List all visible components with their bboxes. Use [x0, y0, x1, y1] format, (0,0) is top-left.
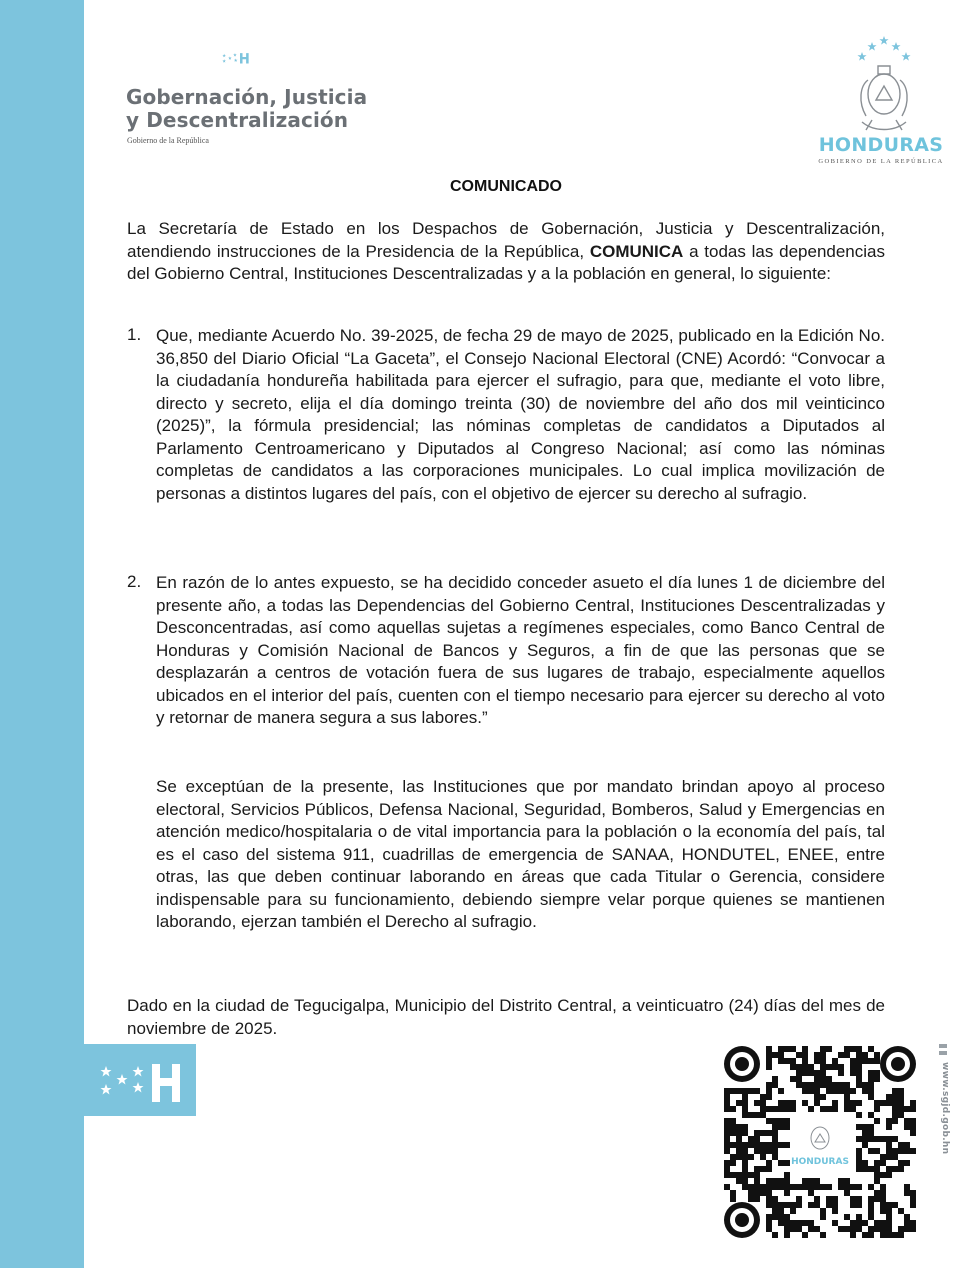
list-item-extra-paragraph: Se exceptúan de la presente, las Instituciones que por mandato brindan apoyo al proceso electoral, Servicios Públicos, Defensa Nacional, Seguridad, Bomberos, Salud y Emergencias en atención medico/hospitalaria o de vital importancia para la población o la economía del país, tal es el caso del sistema 911, cuadrillas de emergencia de SANAA, HONDUTEL, ENEE, entre otras, las que deben continuar laborando en áreas que cada Titular o Gerencia, considere indispensable para su funcionamiento, debiendo siempre velar porque quienes se mantienen laborando, ejerzan también el Derecho al sufragio. [156, 777, 885, 931]
intro-rest: a todas las dependencias del Gobierno Central, Instituciones Descentralizadas y a la población en general, lo siguiente: [127, 241, 885, 283]
url-marker [939, 1051, 947, 1055]
footer-address [98, 1158, 332, 1205]
qr-center-label: HONDURAS [791, 1157, 849, 1167]
government-h-logo-icon [96, 1056, 192, 1108]
honduras-wordmark: HONDURAS [818, 134, 944, 156]
vertical-website: www.sgjd.gob.hn [940, 1062, 950, 1155]
ministry-name-line1: Gobernación, Justicia [126, 85, 368, 109]
ministry-name-line2: y Descentralización [126, 108, 349, 132]
footer-address-line1: Centro Cívico Gubernamental, Torre 2 [98, 1159, 332, 1172]
list-item-number: 2. [127, 572, 142, 591]
closing-paragraph: Dado en la ciudad de Tegucigalpa, Municipio del Distrito Central, a veinticuatro (24) días del mes de noviembre de 2025. [127, 996, 885, 1038]
ministry-star-h-logo-icon [126, 52, 426, 88]
footer-address-line2: Tegucigalpa M.D.C., Honduras. [98, 1174, 289, 1188]
honduras-subtitle: GOBIERNO DE LA REPÚBLICA [818, 158, 944, 165]
intro-paragraph [127, 218, 885, 286]
ministry-name [126, 86, 367, 132]
list-item-text: Que, mediante Acuerdo No. 39-2025, de fecha 29 de mayo de 2025, publicado en la Edición No. 36,850 del Diario Oficial “La Gaceta”, el Consejo Nacional Electoral (CNE) Acordó: “Convocar a la ciudadanía hondureña habilitada para ejercer el sufragio, para que, mediante el voto libre, directo y secreto, elija el día domingo treinta (30) de noviembre del año dos mil veinticinco (2025)”, la fórmula presidencial; las nóminas completas de candidatos a Diputados al Parlamento Centroamericano y Diputados al Congreso Nacional; así como las nóminas completas de candidatos a las corporaciones municipales. Lo cual implica movilización de personas a distintos lugares del país, con el objetivo de ejercer su derecho al sufragio. [156, 326, 885, 503]
intro-lead: La Secretaría de Estado en los Despachos de Gobernación, Justicia y Descentralización, atendiendo instrucciones de la Presidencia de la República, [127, 219, 885, 261]
url-marker [939, 1044, 947, 1048]
coat-of-arms-icon [848, 36, 920, 136]
list-item-text: En razón de lo antes expuesto, se ha decidido conceder asueto el día lunes 1 de diciembre del presente año, a todas las Dependencias del Gobierno Central, Instituciones Descentralizadas y Desconcentradas, así como aquellas sujetas a regímenes especiales, como Banco Central de Honduras y Comisión Nacional de Bancos y Seguros, a fin de que las personas que se desplazarán a centros de votación fuera de sus lugares de trabajo, especialmente aquellos ubicados en el interior del país, cuenten con el tiempo necesario para ejercer su derecho al voto y retornar de manera segura a sus labores.” [156, 573, 885, 727]
list-item-number: 1. [127, 325, 142, 344]
footer-website[interactable]: www.sgjd.gob.hn [98, 1190, 206, 1203]
ministry-subtitle: Gobierno de la República [127, 136, 209, 145]
qr-code[interactable] [724, 1046, 916, 1238]
intro-bold: COMUNICA [589, 241, 684, 261]
document-title: COMUNICADO [450, 178, 562, 195]
